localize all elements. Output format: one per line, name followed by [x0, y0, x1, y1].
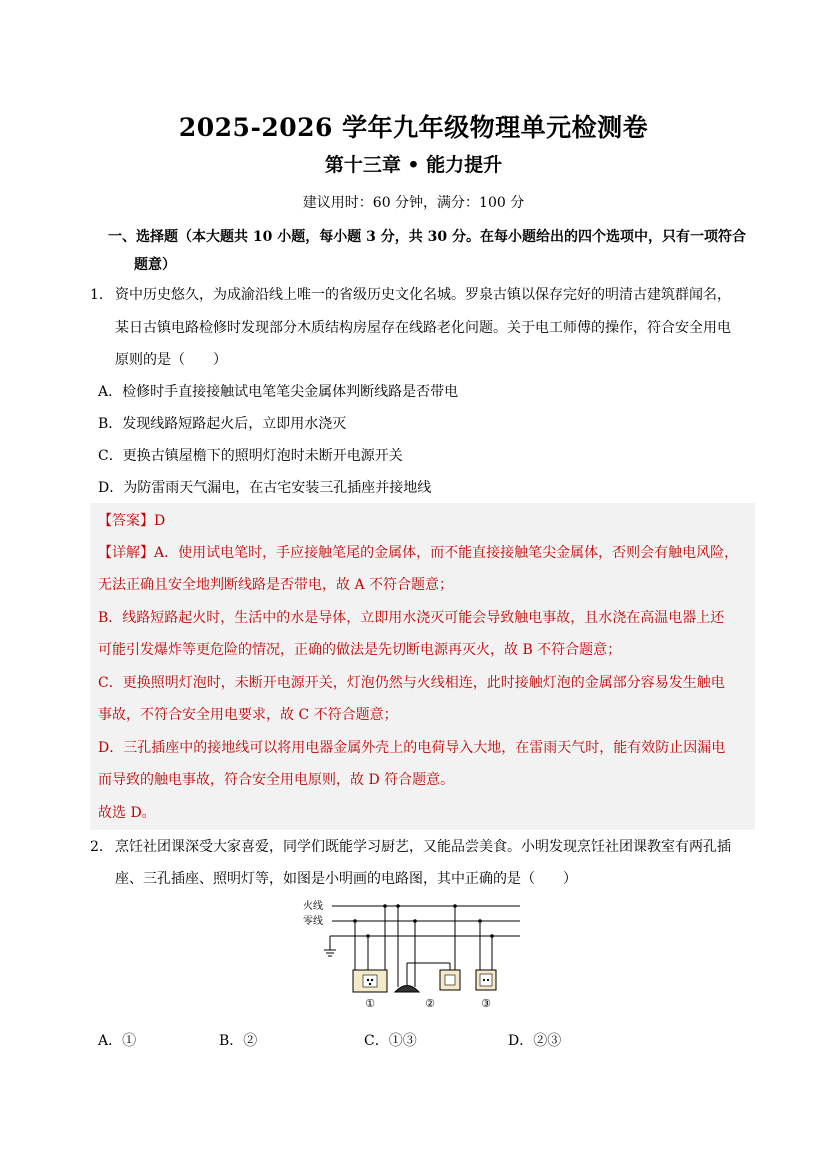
explanation-line: 而导致的触电事故，符合安全用电原则，故 D 符合题意。 — [98, 772, 455, 788]
question-line: 资中历史悠久，为成渝沿线上唯一的省级历史文化名城。罗泉古镇以保存完好的明清古建筑群闻名， — [115, 287, 731, 303]
answer-label: 【答案】D — [98, 513, 166, 529]
mark-2: ② — [425, 997, 435, 1010]
option-b: B．发现线路短路起火后，立即用水浇灭 — [98, 416, 347, 432]
explanation-line: 可能引发爆炸等更危险的情况，正确的做法是先切断电源再灭火，故 B 不符合题意； — [98, 642, 622, 658]
chapter-subtitle: 第十三章 • 能力提升 — [324, 154, 503, 176]
question-number: 1． — [90, 287, 113, 303]
mark-3: ③ — [481, 997, 491, 1010]
option-d: D．为防雷雨天气漏电，在古宅安装三孔插座并接地线 — [98, 480, 432, 496]
exam-title: 2025-2026 学年九年级物理单元检测卷 — [178, 113, 649, 142]
question-line: 座、三孔插座、照明灯等，如图是小明画的电路图，其中正确的是（ ） — [115, 871, 577, 887]
section-heading — [108, 223, 758, 279]
option-c: C．更换古镇屋檐下的照明灯泡时未断开电源开关 — [98, 448, 403, 464]
time-info: 建议用时：60 分钟，满分：100 分 — [302, 195, 525, 211]
circuit-diagram — [300, 895, 525, 1020]
question-number: 2． — [90, 839, 113, 855]
question-line: 某日古镇电路检修时发现部分木质结构房屋存在线路老化问题。关于电工师傅的操作，符合安全用电 — [115, 320, 731, 336]
mark-1: ① — [365, 997, 375, 1010]
neutral-wire-label: 零线 — [303, 916, 323, 927]
q2-option-a: A．① — [98, 1033, 137, 1049]
section-instruction-cont: 题意） — [134, 257, 176, 273]
section-title: 一、选择题 — [108, 229, 178, 245]
option-a: A．检修时手直接接触试电笔笔尖金属体判断线路是否带电 — [98, 384, 459, 400]
explanation-line: 故选 D。 — [98, 805, 156, 821]
explanation-line: D．三孔插座中的接地线可以将用电器金属外壳上的电荷导入大地，在雷雨天气时，能有效防止因漏电 — [98, 740, 726, 756]
explanation-line: 事故，不符合安全用电要求，故 C 不符合题意； — [98, 707, 398, 723]
live-wire-label: 火线 — [303, 901, 323, 912]
question-line: 烹饪社团课深受大家喜爱，同学们既能学习厨艺，又能品尝美食。小明发现烹饪社团课教室有两孔插 — [115, 839, 731, 855]
q2-option-d: D．②③ — [508, 1033, 562, 1049]
section-instruction: （本大题共 10 小题，每小题 3 分，共 30 分。在每小题给出的四个选项中，只有一项符合 — [178, 229, 746, 245]
q2-option-c: C．①③ — [364, 1033, 417, 1049]
explanation-line: C．更换照明灯泡时，未断开电源开关，灯泡仍然与火线相连，此时接触灯泡的金属部分容易发生触电 — [98, 675, 725, 691]
q2-option-b: B．② — [219, 1033, 258, 1049]
explanation-line: 无法正确且安全地判断线路是否带电，故 A 不符合题意； — [98, 577, 454, 593]
explanation-line: 【详解】A．使用试电笔时，手应接触笔尾的金属体，而不能直接接触笔尖金属体，否则会有触电风险， — [98, 545, 739, 561]
question-line: 原则的是（ ） — [115, 352, 227, 368]
explanation-line: B．线路短路起火时，生活中的水是导体，立即用水浇灭可能会导致触电事故，且水浇在高温电器上还 — [98, 610, 725, 626]
